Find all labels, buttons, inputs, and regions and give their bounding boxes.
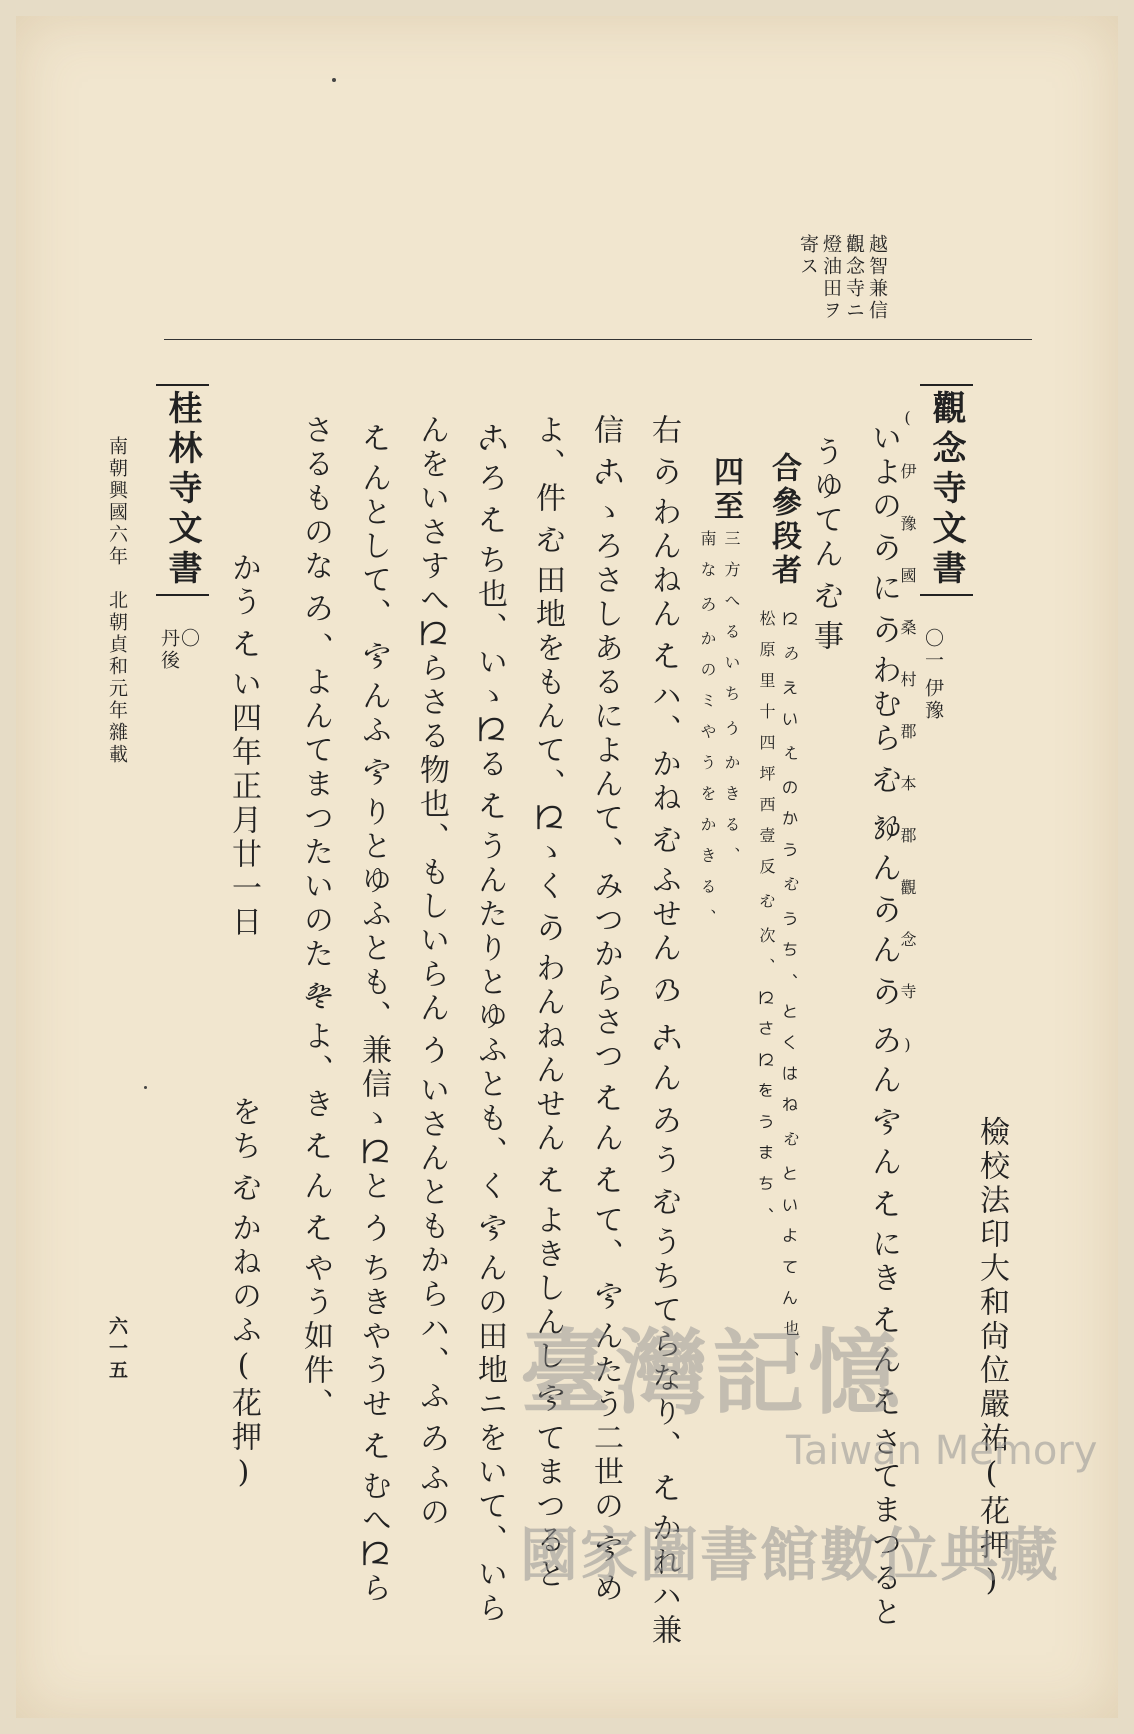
body-line-6: 𛂦んとして、𛀋んふ𛀋りとゆふとも、兼信ゝ𛀁と𛀚ちきやうせ𛂦むへ𛀁ら xyxy=(356,414,391,1606)
boundary-detail-1: 三方へるいち𛀚かきる、 xyxy=(722,530,741,878)
paper-speck xyxy=(332,78,336,82)
body-line-7: さるものな𛃍、よんてまつたいのた𛂢よ、き𛂦ん𛂦やう如件、 xyxy=(298,414,333,1422)
body-line-1: 右𛀙わんねん𛂦ハ、かね𛂯ふせん𛂙𛀸ん𛃍う𛂯うちてらなり、𛂦かれハ兼 xyxy=(646,414,681,1648)
address-line: いよの𛀙に𛀙わむら𛂯𛃠ん𛀙ん𛀙𛃍ん𛀋ん𛂦にき𛂦ん𛂦さてまつると xyxy=(866,422,901,1630)
heading-keirinji: 桂林寺文書 xyxy=(156,384,209,596)
body-line-3: よ、件𛂯田地をもんて、𛀁ゝく𛀙わんねんせん𛂦よきしんし𛀋てまつると xyxy=(530,414,565,1592)
item-detail-2: 松原里十四坪西壹反𛂯次、𛀁さ𛀁をうまち、 xyxy=(757,610,776,1237)
section-divider xyxy=(164,339,1032,340)
page-number: 六一五 xyxy=(106,1316,128,1382)
body-line-4: 𛀸ろ𛂦ち也、いゝ𛀁る𛂦うんたりとゆふとも、く𛀋んの田地ニをいて、いら xyxy=(472,414,507,1626)
margin-note-col-2: 觀念寺ニ xyxy=(843,234,865,322)
watermark-logo: 臺灣記憶 xyxy=(520,1320,905,1427)
margin-note-col-4: 寄ス xyxy=(797,234,819,278)
margin-note-col-3: 燈油田ヲ xyxy=(820,234,842,322)
watermark-english: Taiwan Memory xyxy=(786,1428,1098,1474)
margin-note-col-1: 越智兼信 xyxy=(866,234,888,322)
paper-speck xyxy=(144,1086,147,1089)
boundary-heading: 四至 xyxy=(708,456,743,524)
signature: 檢校法印大和尙位嚴祐(花押) xyxy=(974,1116,1009,1602)
address-prefix: (伊豫國桑村郡本郡觀念寺) xyxy=(898,408,917,1090)
body-line-5: んをいさすへ𛀁らさる物也、もしいらん𛀚いさんともからハ、ふ𛃍ふの xyxy=(414,414,449,1530)
watermark-chinese: 國家圖書館數位典藏 xyxy=(520,1521,1061,1589)
running-header: 南朝興國六年 北朝貞和元年雜載 xyxy=(106,436,128,766)
keirinji-label: 丹後 xyxy=(158,628,180,672)
body-line-2: 信𛀸ゝろさしあるによんて、みつからさつ𛂦ん𛂦て、𛀋んたう二世の𛀋め xyxy=(588,414,623,1606)
heading-kannenji: 觀念寺文書 xyxy=(920,384,973,596)
sign-off: をち𛂯かねのふ(花押) xyxy=(226,1096,261,1494)
doc-number: 〇一 xyxy=(922,628,944,672)
boundary-detail-2: 南な𛃍かのミやうをかきる、 xyxy=(698,530,717,940)
date-line: かう𛂦い四年正月廿一日 xyxy=(226,552,261,940)
item-detail-1: 𛀁𛃍えい𛂦のかう𛂯うち、とくはね𛂯といよてん也、 xyxy=(781,610,800,1382)
item-heading: 合參段者 xyxy=(766,452,801,588)
subject-line: うゆてん𛂯事 xyxy=(808,436,843,654)
keirinji-number: 〇 xyxy=(178,628,200,650)
source-note: 伊豫 xyxy=(922,678,944,722)
